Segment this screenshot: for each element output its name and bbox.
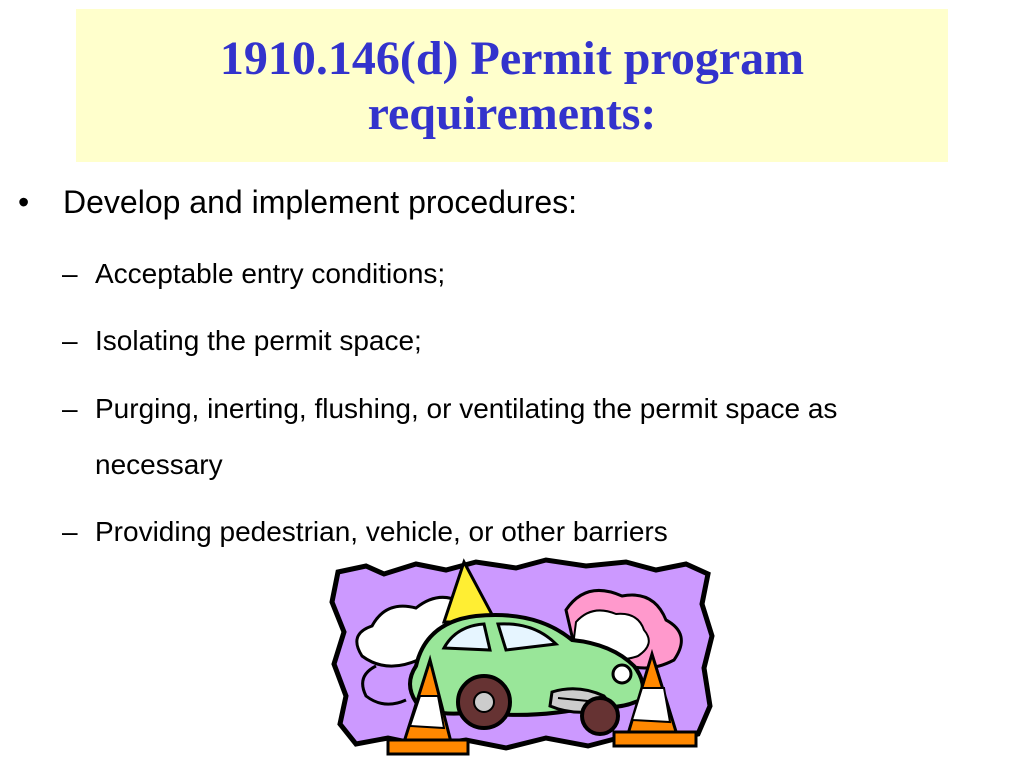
bullet-marker: • bbox=[18, 184, 30, 220]
sub-item-text: Isolating the permit space; bbox=[95, 325, 422, 356]
sub-item bbox=[62, 313, 1002, 369]
sub-item bbox=[62, 504, 1002, 560]
dash-marker: – bbox=[62, 516, 78, 547]
sub-item bbox=[62, 381, 962, 493]
dash-marker: – bbox=[62, 325, 78, 356]
sub-item-text: Purging, inerting, flushing, or ventilating the permit space as necessary bbox=[95, 393, 838, 480]
dash-marker: – bbox=[62, 393, 78, 424]
sub-item-text: Acceptable entry conditions; bbox=[95, 258, 446, 289]
main-bullet-text: Develop and implement procedures: bbox=[63, 184, 578, 220]
title-line-2: requirements: bbox=[367, 86, 657, 140]
car-crash-traffic-cones-icon bbox=[326, 556, 718, 762]
sub-item-text: Providing pedestrian, vehicle, or other barriers bbox=[95, 516, 668, 547]
title-line-1: 1910.146(d) Permit program bbox=[219, 31, 805, 85]
sub-item bbox=[62, 246, 1002, 302]
dash-marker: – bbox=[62, 258, 78, 289]
